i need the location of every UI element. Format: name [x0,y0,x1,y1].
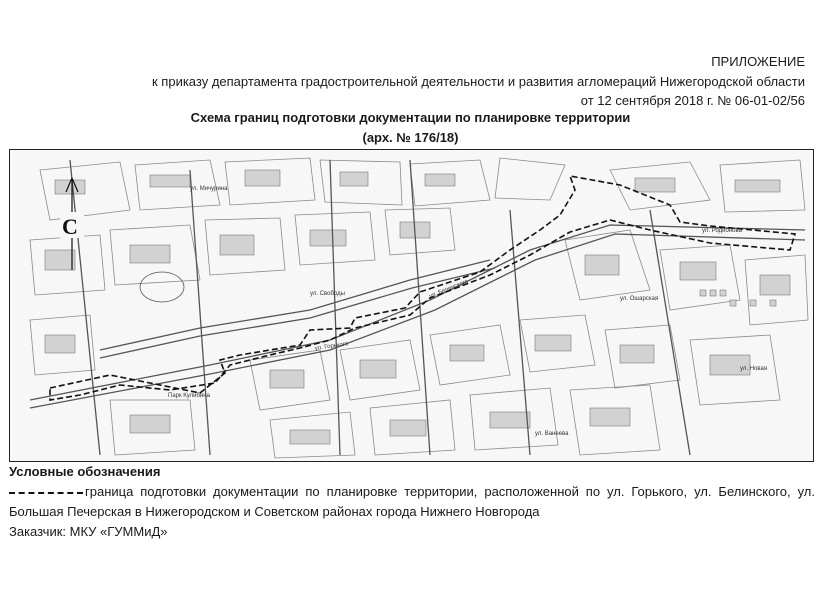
map-background [10,150,813,461]
street-label-rodionova: ул. Родионова [702,228,742,234]
appendix-label: ПРИЛОЖЕНИЕ [711,54,805,69]
boundary-line-sample [9,492,83,494]
street-label-novaya: ул. Новая [740,366,768,372]
archive-number: (арх. № 176/18) [362,130,459,145]
street-label-vaneeva: ул. Ванеева [535,431,569,437]
street-label-svobody: ул. Свободы [310,291,345,297]
legend-title: Условные обозначения [9,464,161,479]
scheme-title: Схема границ подготовки документации по планировке территории [190,110,631,125]
client-line: Заказчик: МКУ «ГУММиД» [9,524,168,539]
street-label-belinskogo: ул. Белинского [428,278,470,300]
street-label-gorkogo: ул. Горького [314,341,349,352]
street-label-osharskaya: ул. Ошарская [620,296,659,302]
park-label-kulibina: Парк Кулибина [168,393,210,399]
order-date: от 12 сентября 2018 г. № 06-01-02/56 [580,93,805,108]
legend-text: граница подготовки документации по планировке территории, расположенной по ул. Горького, ул. Белинского, ул. Большая Печерская в Нижегородском и Советском районах города Нижнего Новгорода [9,484,815,519]
legend-description [9,482,815,522]
order-reference: к приказу департамента градостроительной деятельности и развития агломераций Нижегородской области [152,74,805,89]
street-label-michurina: ул. Мичурина [190,186,228,192]
territory-map [9,149,814,462]
north-label: С [62,214,78,239]
